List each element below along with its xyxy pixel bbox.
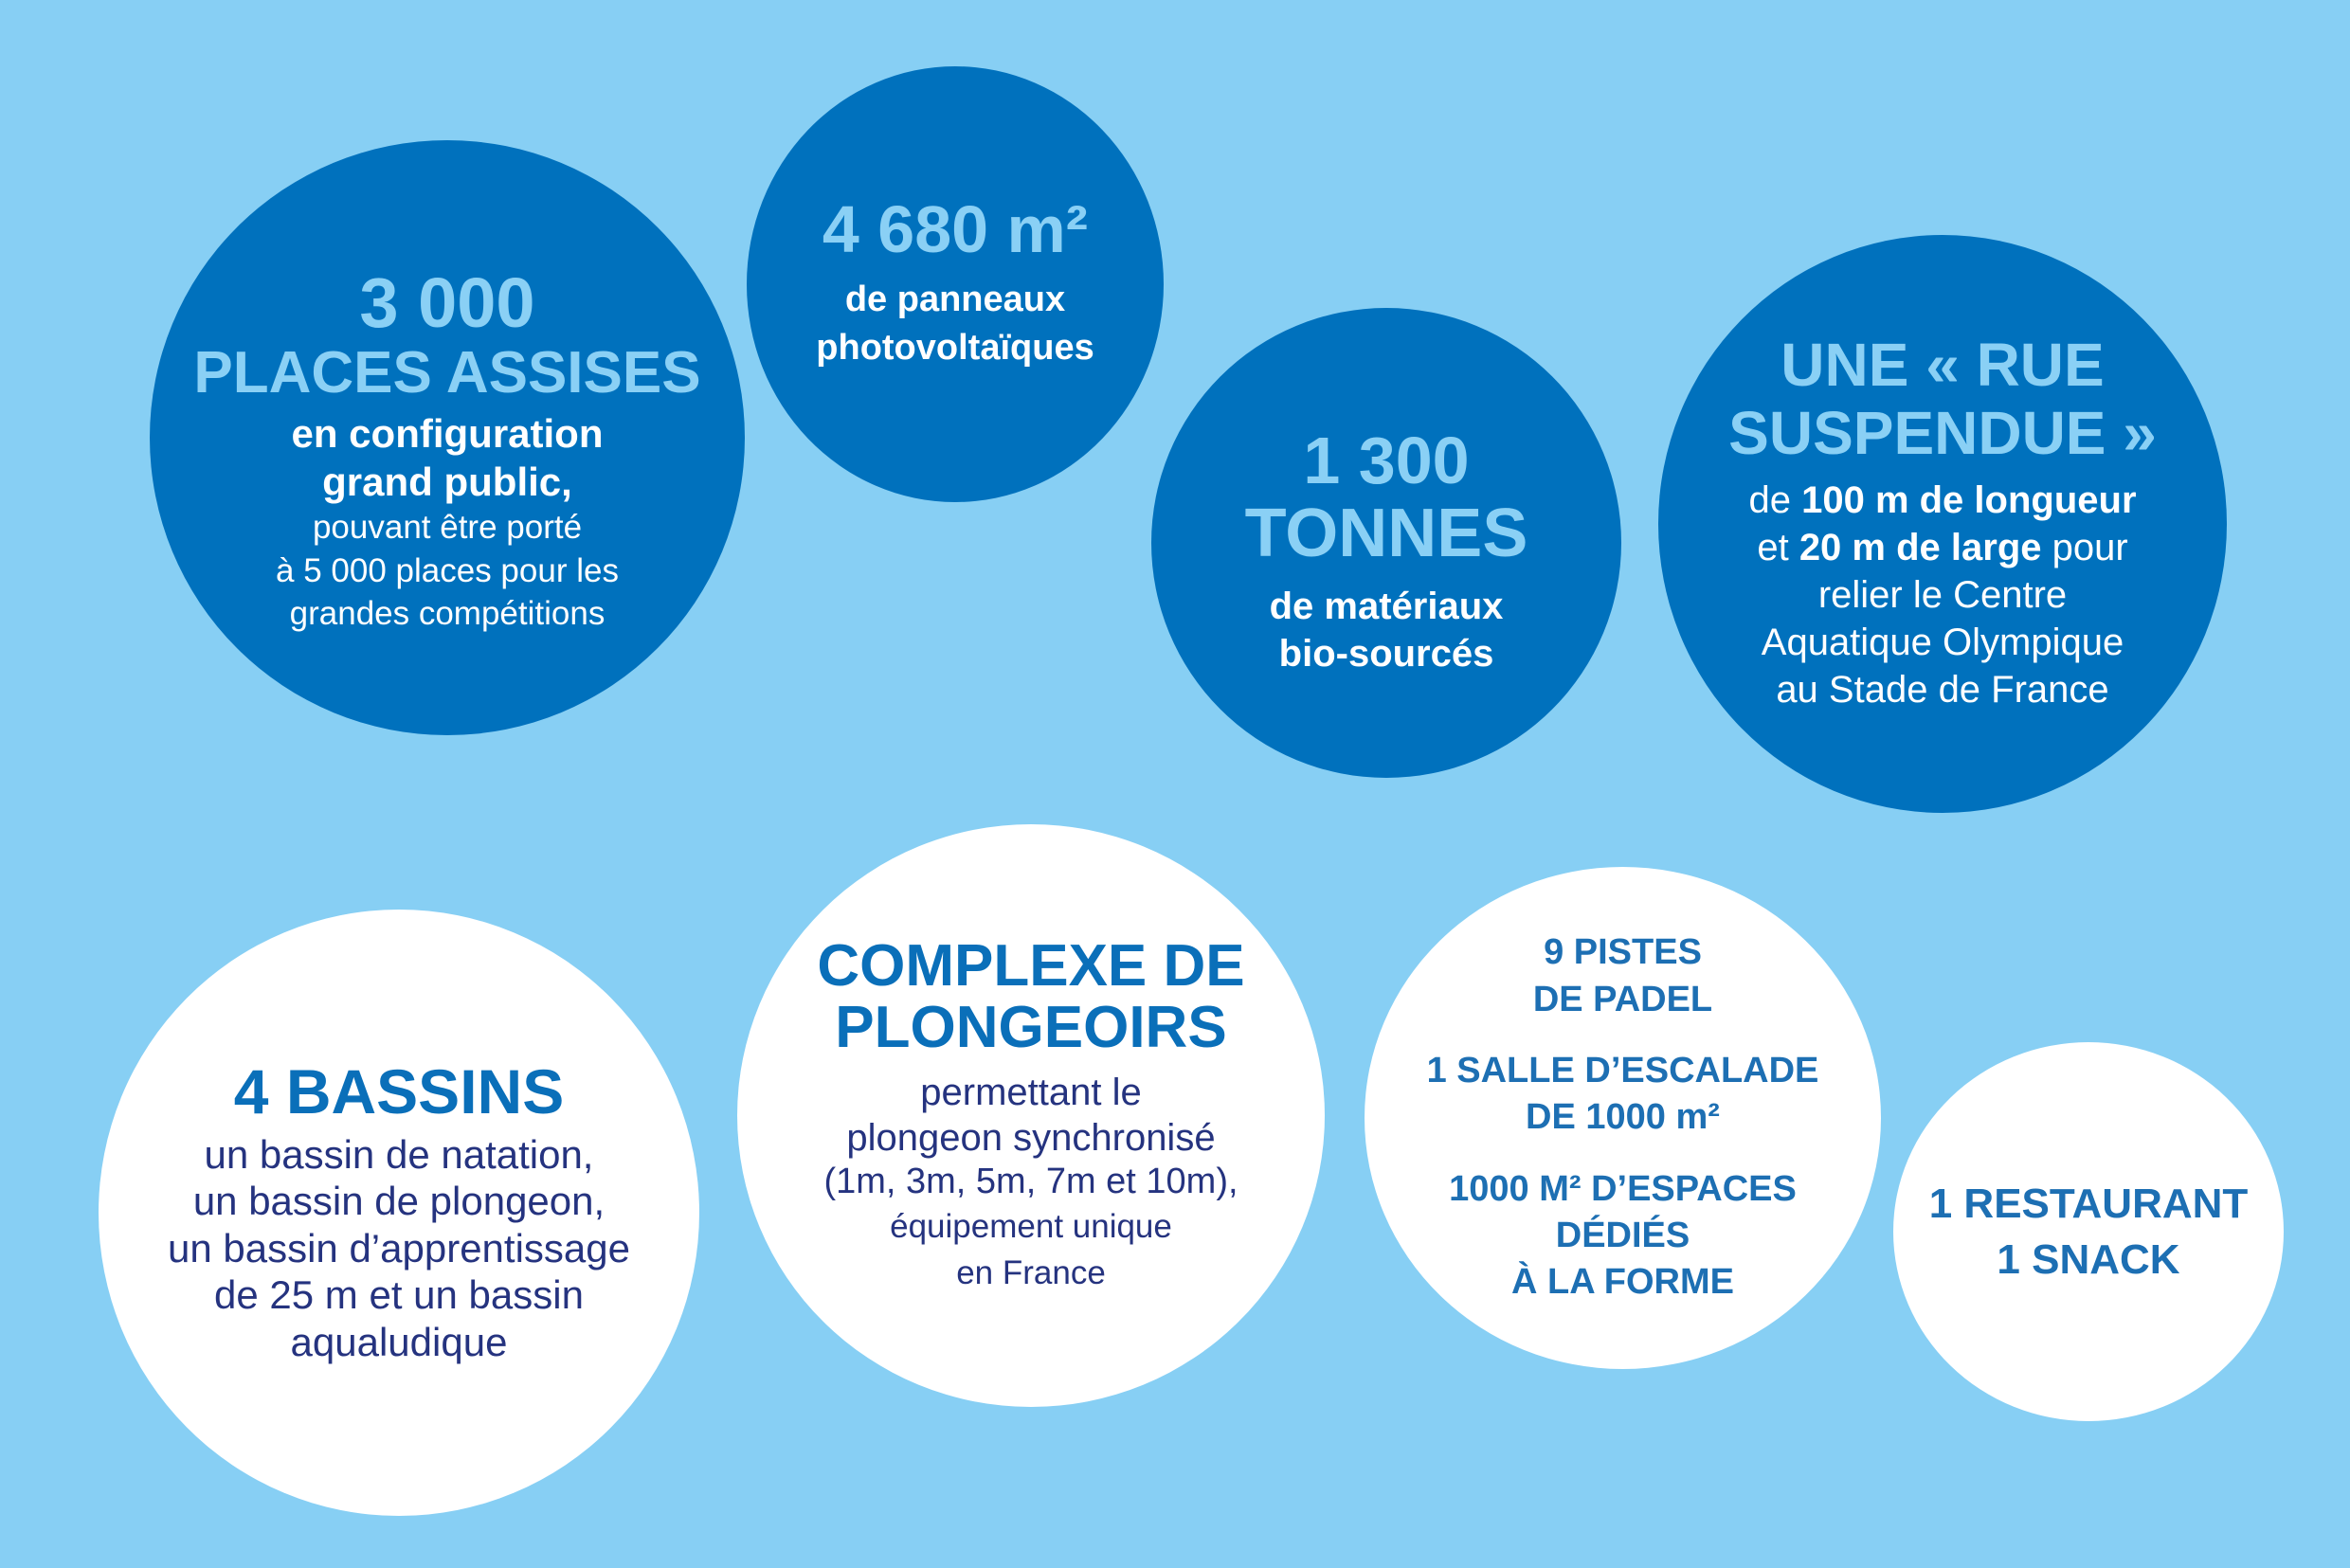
solar-number: 4 680 m² (822, 191, 1089, 266)
street-line-2-pre: et (1757, 527, 1799, 568)
climbing-line-1: 1 SALLE D’ESCALADE (1426, 1050, 1819, 1090)
pools-line-3: un bassin d’apprentissage (167, 1225, 630, 1271)
seats-title: PLACES ASSISES (193, 340, 701, 406)
diving-line-2: plongeon synchronisé (846, 1116, 1216, 1159)
seats-bubble (150, 140, 745, 735)
diving-title-2: PLONGEOIRS (835, 994, 1227, 1060)
diving-bubble (737, 824, 1325, 1407)
padel-line-2: DE PADEL (1532, 979, 1713, 1019)
street-line-4: Aquatique Olympique (1761, 622, 2124, 663)
seats-line-2: à 5 000 places pour les (276, 551, 619, 589)
street-line-1-pre: de (1748, 479, 1802, 521)
materials-line-1: de matériaux (1269, 586, 1504, 627)
seats-line-3: grandes compétitions (289, 595, 606, 633)
pools-line-4: de 25 m et un bassin (214, 1272, 584, 1318)
street-length: 100 m de longueur (1801, 479, 2137, 521)
street-line-3: relier le Centre (1817, 574, 2068, 616)
food-line-2: 1 SNACK (1997, 1236, 2180, 1283)
solar-line-2: photovoltaïques (816, 328, 1094, 368)
street-line-5: au Stade de France (1776, 669, 2109, 711)
materials-line-2: bio-sourcés (1278, 633, 1494, 675)
food-line-1: 1 RESTAURANT (1928, 1180, 2249, 1227)
materials-bubble (1151, 308, 1621, 778)
materials-title: TONNES (1244, 496, 1528, 571)
pools-line-1: un bassin de natation, (204, 1131, 594, 1177)
street-line-2-post: pour (2041, 527, 2128, 568)
padel-line-1: 9 PISTES (1544, 932, 1702, 973)
street-width: 20 m de large (1799, 527, 2042, 568)
diving-small-line-2: en France (956, 1254, 1106, 1292)
street-line-1 (1748, 477, 2136, 524)
pools-line-2: un bassin de plongeon, (192, 1179, 606, 1224)
solar-bubble (747, 66, 1164, 502)
materials-number: 1 300 (1303, 424, 1470, 497)
fitness-line-1: 1000 M² D’ESPACES (1449, 1168, 1797, 1209)
diving-small-line-1: équipement unique (890, 1208, 1172, 1246)
street-bubble (1658, 235, 2227, 813)
food-bubble (1893, 1042, 2284, 1421)
climbing-line-2: DE 1000 m² (1526, 1097, 1720, 1138)
seats-bold-line-2: grand public, (322, 459, 572, 504)
diving-line-3: (1m, 3m, 5m, 7m et 10m), (823, 1161, 1238, 1201)
fitness-line-2: DÉDIÉS (1555, 1216, 1690, 1256)
street-title-1: UNE « RUE (1781, 331, 2105, 399)
pools-line-5: aqualudique (290, 1319, 508, 1364)
diving-title-1: COMPLEXE DE (817, 932, 1245, 999)
street-line-2 (1757, 524, 2127, 571)
street-title-2: SUSPENDUE » (1728, 399, 2157, 467)
solar-line-1: de panneaux (844, 279, 1066, 319)
diving-line-1: permettant le (920, 1071, 1142, 1113)
seats-number: 3 000 (359, 263, 535, 343)
seats-bold-line-1: en configuration (291, 411, 604, 457)
pools-title: 4 BASSINS (233, 1056, 565, 1127)
seats-line-1: pouvant être porté (312, 509, 583, 547)
facilities-bubble (1365, 867, 1881, 1369)
fitness-line-3: À LA FORME (1510, 1262, 1734, 1303)
pools-bubble (99, 910, 699, 1516)
